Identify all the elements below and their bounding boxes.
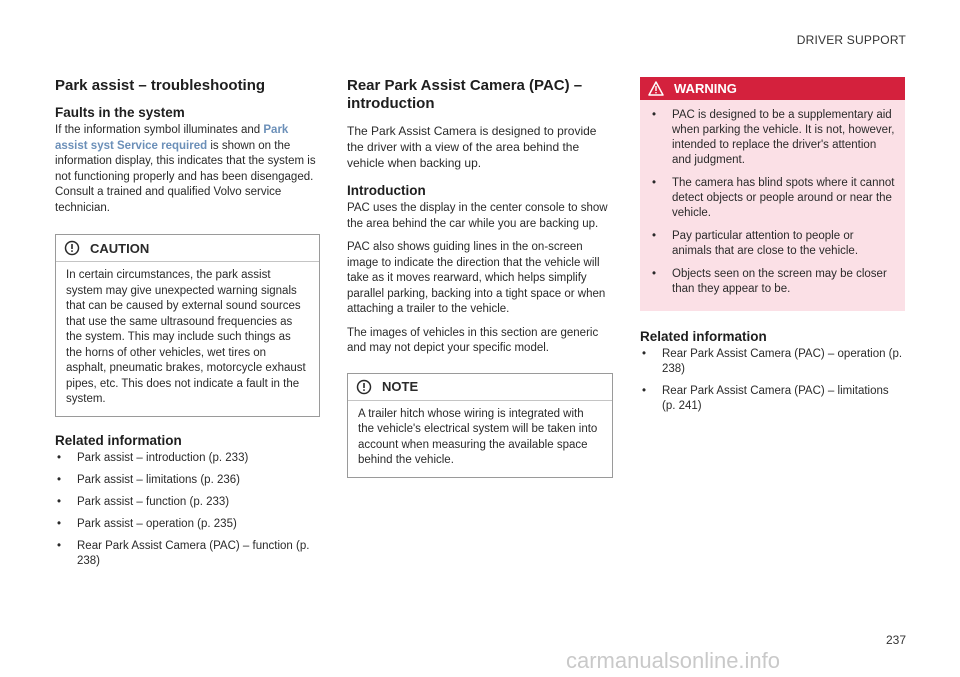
- page-number: 237: [885, 633, 906, 647]
- related-heading-1: Related information: [55, 432, 182, 448]
- warning-item: • Objects seen on the screen may be closer than they appear to be.: [652, 268, 887, 295]
- warning-title: WARNING: [674, 81, 737, 96]
- warning-box: [640, 77, 905, 311]
- service-message-highlight: Park assist syst Service required: [55, 124, 289, 152]
- section-title-pac: Rear Park Assist Camera (PAC) – introduction: [347, 77, 583, 112]
- warning-header: [640, 77, 905, 100]
- warning-list: [650, 108, 895, 297]
- warning-item: • The camera has blind spots where it cannot detect objects or people around or near the vehicle.: [652, 177, 895, 219]
- related-link[interactable]: • Rear Park Assist Camera (PAC) – limitations (p. 241): [642, 385, 889, 412]
- note-header: [348, 374, 612, 401]
- caution-box: [55, 234, 320, 417]
- watermark: carmanualsonline.info: [566, 648, 781, 673]
- intro-paragraph: PAC also shows guiding lines in the on-screen image to indicate the direction that the vehicle will take as it moves rearward, which helps simplify parallel parking, backing into a tight space or when attaching a trailer to the vehicle.: [347, 241, 606, 315]
- warning-body: [640, 100, 905, 311]
- section-title-troubleshooting: Park assist – troubleshooting: [55, 77, 266, 94]
- column-troubleshooting: [55, 77, 320, 576]
- pac-lead: The Park Assist Camera is designed to provide the driver with a view of the area behind the vehicle when backing up.: [347, 124, 597, 170]
- related-link[interactable]: • Rear Park Assist Camera (PAC) – operation (p. 238): [642, 348, 903, 375]
- related-link[interactable]: • Park assist – introduction (p. 233): [57, 451, 249, 464]
- warning-triangle-icon: [648, 81, 664, 96]
- related-list-3: [640, 347, 905, 414]
- column-warning: [640, 77, 905, 421]
- warning-item: • Pay particular attention to people or animals that are close to the vehicle.: [652, 230, 859, 257]
- note-body: A trailer hitch whose wiring is integrated with the vehicle's electrical system will be taken into account when measuring the available space behind the vehicle.: [358, 407, 598, 466]
- column-pac-introduction: [347, 77, 613, 494]
- intro-paragraph: The images of vehicles in this section are generic and may not depict your specific model.: [347, 326, 599, 354]
- running-header: DRIVER SUPPORT: [796, 33, 906, 47]
- warning-item: • PAC is designed to be a supplementary aid when parking the vehicle. It is not, however, intended to replace the driver's attention and judgment.: [652, 109, 895, 166]
- note-box: [347, 373, 613, 478]
- introduction-heading: Introduction: [347, 183, 426, 198]
- note-icon: [356, 379, 372, 395]
- note-title: NOTE: [382, 379, 419, 394]
- caution-icon: [64, 240, 80, 256]
- intro-paragraph: PAC uses the display in the center console to show the area behind the car while you are backing up.: [347, 202, 608, 230]
- related-link[interactable]: • Park assist – limitations (p. 236): [57, 473, 240, 486]
- caution-title: CAUTION: [90, 240, 150, 256]
- related-link[interactable]: • Rear Park Assist Camera (PAC) – function (p. 238): [57, 539, 310, 567]
- faults-heading: Faults in the system: [55, 105, 185, 120]
- caution-header: [56, 235, 319, 262]
- related-link[interactable]: • Park assist – operation (p. 235): [57, 517, 237, 530]
- related-list-1: [55, 451, 320, 569]
- related-heading-3: Related information: [640, 329, 767, 344]
- caution-body: In certain circumstances, the park assist system may give unexpected warning signals that can be caused by external sound sources that use the same ultrasound frequencies as the system. This may include such things as the horns of other vehicles, wet tires on asphalt, pneumatic brakes, motorcycle exhaust pipes, etc. This does not indicate a fault in the system.: [66, 269, 306, 405]
- faults-paragraph: If the information symbol illuminates and Park assist syst Service required is shown on the information display, this indicates that the system is not functioning properly and has been disengaged. Consult a trained and qualified Volvo service technician.: [55, 124, 316, 214]
- related-link[interactable]: • Park assist – function (p. 233): [57, 495, 230, 508]
